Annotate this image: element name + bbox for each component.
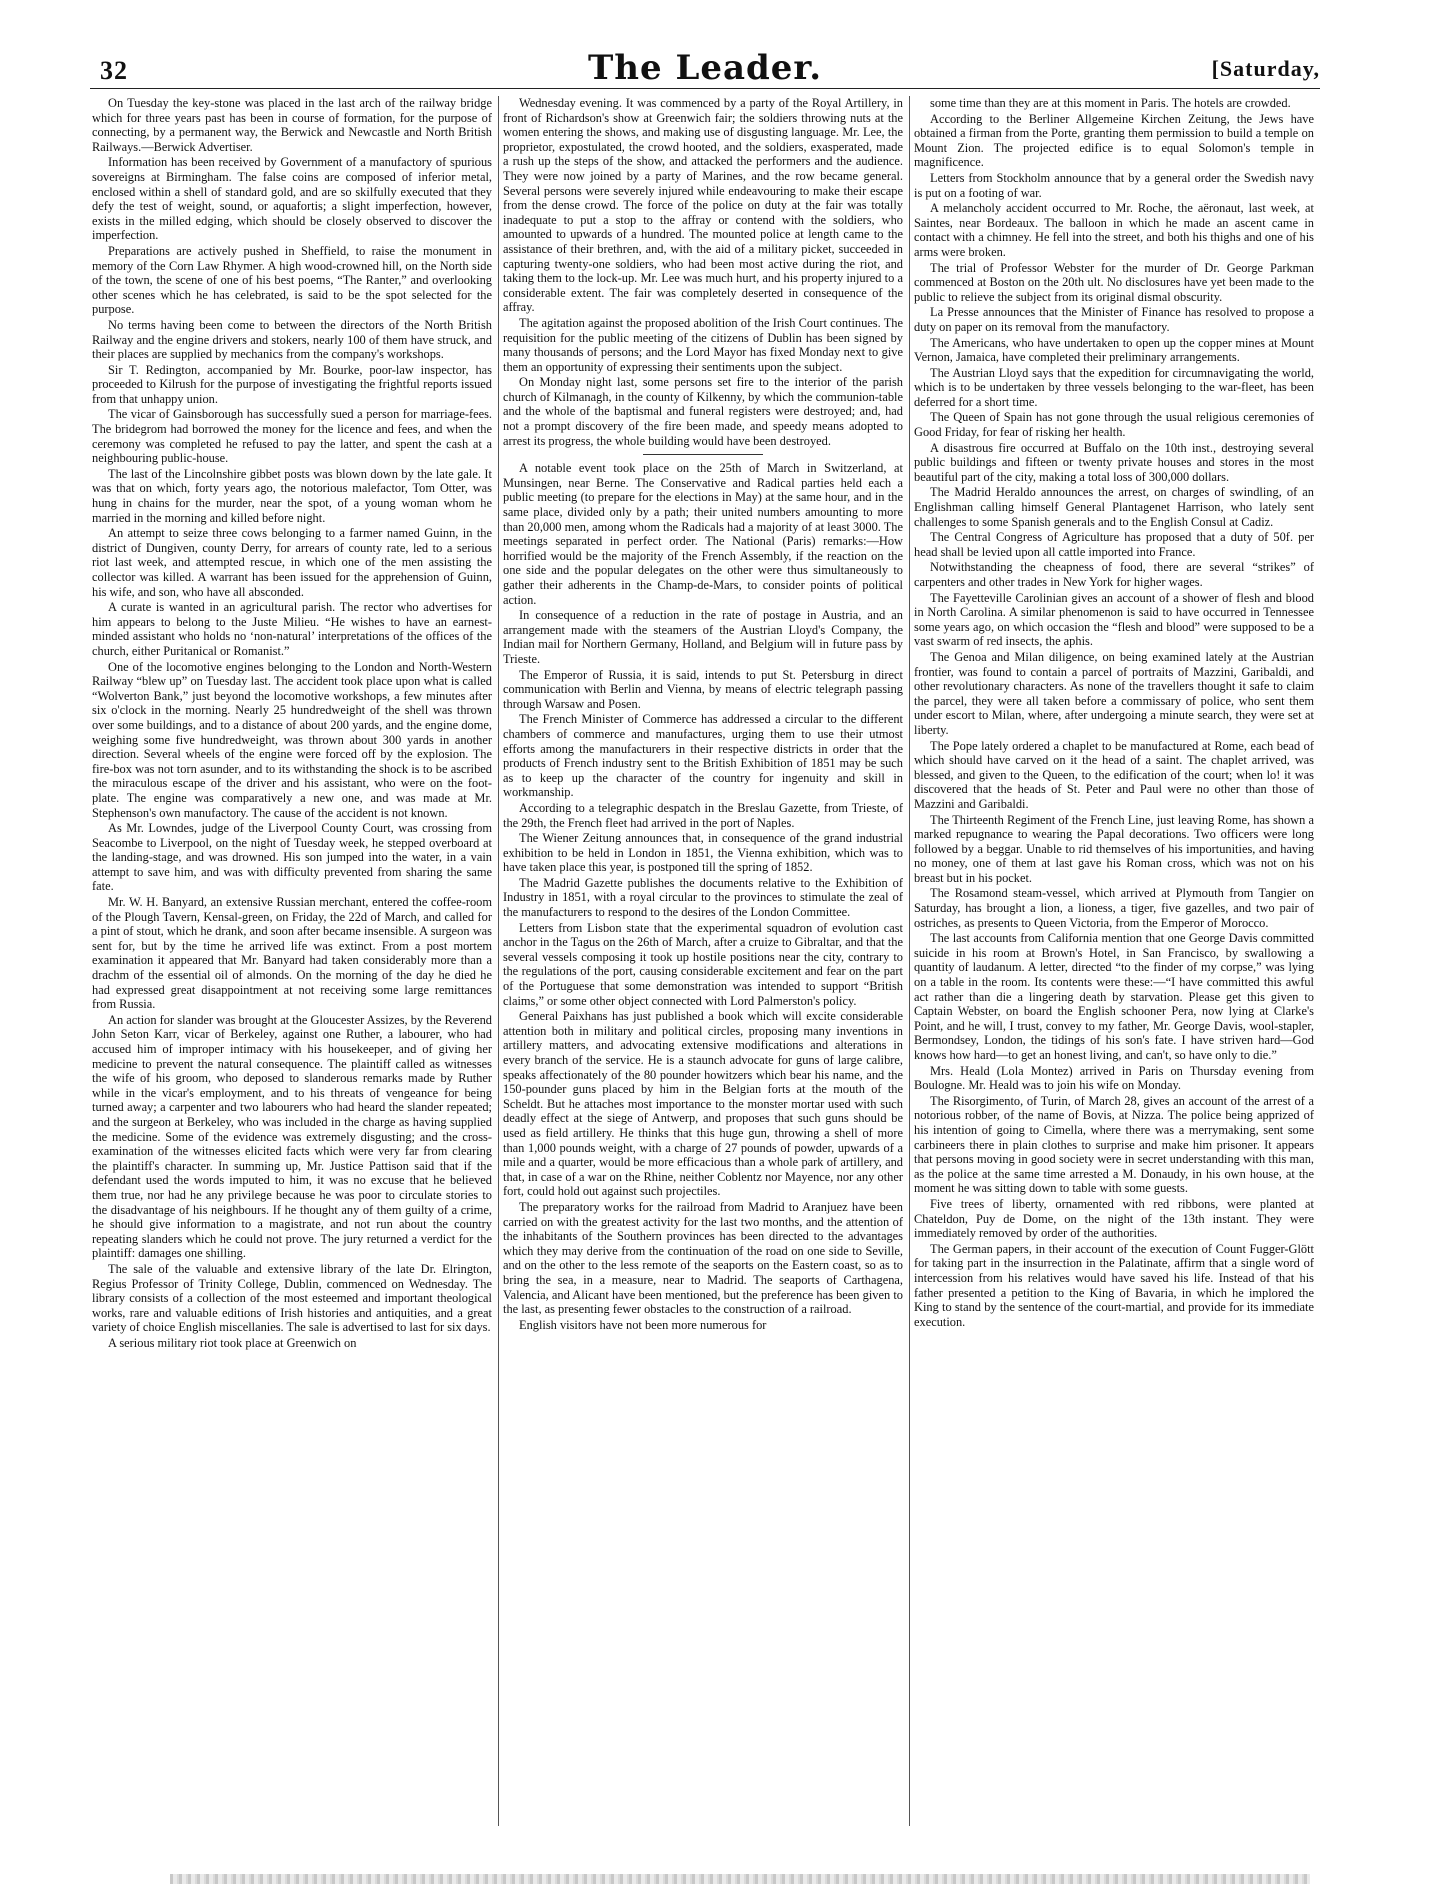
news-paragraph: No terms having been come to between the directors of the North British Railway and the engine drivers and stokers, nearly 100 of them have struck, and their places are supplied by mechanics from the company's workshops. (92, 317, 492, 362)
news-paragraph: The trial of Professor Webster for the murder of Dr. George Parkman commenced at Boston on the 20th ult. No disclosures have yet been made to the public to relieve the subject from its original dismal obscurity. (914, 260, 1314, 304)
column-3 (914, 96, 1314, 1831)
news-paragraph: some time than they are at this moment in Paris. The hotels are crowded. (930, 96, 1291, 110)
news-paragraph: The Rosamond steam-vessel, which arrived at Plymouth from Tangier on Saturday, has brought a lion, a lioness, a tiger, five gazelles, and two pair of ostriches, as presents to Queen Victoria, from the Emperor of Morocco. (914, 886, 1314, 930)
column-2 (503, 96, 903, 1831)
masthead-title: The Leader. (587, 48, 823, 88)
print-smudge (170, 1874, 1310, 1884)
news-paragraph: The Pope lately ordered a chaplet to be manufactured at Rome, each bead of which should have carved on it the head of a saint. The chaplet arrived, was blessed, and given to the Queen, to the edification of the court; when lo! it was discovered that the heads of St. Peter and Paul were no other than those of Mazzini and Garibaldi. (914, 738, 1314, 811)
news-paragraph: The Genoa and Milan diligence, on being examined lately at the Austrian frontier, was found to contain a parcel of portraits of Mazzini, Garibaldi, and other revolutionary characters. As none of the travellers thought it safe to claim the parcel, they were all taken before a commissary of police, who sent them under escort to Milan, where, after undergoing a minute search, they were set at liberty. (914, 649, 1314, 737)
news-paragraph: One of the locomotive engines belonging to the London and North-Western Railway “blew up” on Tuesday last. The accident took place upon what is called “Wolverton Bank,” just beyond the locomotive workshops, a few minutes after six o'clock in the morning. Nearly 25 hundredweight of the shell was thrown over some buildings, and to a distance of about 200 yards, and the engine dome, weighing some five hundredweight, was thrown about 300 yards in another direction. Several wheels of the engine were forced off by the explosion. The fire-box was not torn asunder, and to its withstanding the shock is to be ascribed the miraculous escape of the driver and his assistant, who were on the foot-plate. The engine was comparatively a new one, and was made at Mr. Stephenson's own manufactory. The cause of the accident is not known. (92, 659, 492, 820)
news-paragraph: An attempt to seize three cows belonging to a farmer named Guinn, in the district of Dungiven, county Derry, for arrears of county rate, led to a serious riot last week, and attempted rescue, in which one of the men assisting the collector was killed. A warrant has been issued for the apprehension of Guinn, his wife, and son, who have all absconded. (92, 526, 492, 599)
column-1 (92, 96, 492, 1831)
news-paragraph: English visitors have not been more numerous for (519, 1317, 767, 1332)
issue-day-label: [Saturday, (1211, 56, 1320, 81)
news-paragraph: Sir T. Redington, accompanied by Mr. Bourke, poor-law inspector, has proceeded to Kilrush for the purpose of investigating the frightful reports issued from that unhappy union. (92, 362, 492, 406)
header-rule (90, 88, 1320, 89)
news-paragraph: In consequence of a reduction in the rate of postage in Austria, and an arrangement made with the steamers of the Austrian Lloyd's Company, the Indian mail for Northern Germany, Holland, and Belgium will in future pass by Trieste. (503, 608, 903, 666)
news-paragraph: On Monday night last, some persons set fire to the interior of the parish church of Kilmanagh, in the county of Kilkenny, by which the communion-table and the whole of the baptismal and funeral registers were destroyed; and, had not a prompt discovery of the fire been made, and speedy means adopted to arrest its progress, the whole building would have been destroyed. (503, 375, 903, 448)
news-paragraph: General Paixhans has just published a book which will excite considerable attention both in military and political circles, proposing many inventions in artillery matters, and advocating extensive modifications and alterations in every branch of the service. He is a staunch advocate for guns of large calibre, speaks affectionately of the 80 pounder howitzers which bear his name, and the 150-pounder guns placed by him in the Belgian forts at the mouth of the Scheldt. But he attaches most importance to the monster mortar used with such deadly effect at the siege of Antwerp, and proposes that such guns should be used as field artillery. He thinks that this huge gun, throwing a shell of more than 1,000 pounds weight, with a charge of 27 pounds of powder, upwards of a mile and a quarter, would be more efficacious than a whole park of artillery, and that, in case of a war on the Rhine, neither Coblentz nor Mayence, nor any other fort, could hold out against such projectiles. (503, 1009, 903, 1199)
page-header (90, 48, 1320, 88)
column-divider (909, 96, 910, 1826)
news-paragraph: The vicar of Gainsborough has successfully sued a person for marriage-fees. The bridegrom had borrowed the money for the licence and fees, and when the ceremony was completed he refused to pay the latter, and spent the cash at a neighbouring public-house. (92, 407, 492, 466)
news-paragraph: Five trees of liberty, ornamented with red ribbons, were planted at Chateldon, Puy de Dome, on the night of the 13th instant. They were immediately removed by order of the authorities. (914, 1196, 1314, 1241)
news-paragraph: The preparatory works for the railroad from Madrid to Aranjuez have been carried on with the greatest activity for the last two months, and the attention of the inhabitants of the Southern provinces has been directed to the advantages which they may derive from the continuation of the road on one side to Seville, and on the other to the less remote of the seaports on the Eastern coast, so as to bring the sea, in a measure, near to Madrid. The seaports of Carthagena, Valencia, and Alicant have been mentioned, but the preference has been given to the last, as presenting fewer obstacles to the construction of a railroad. (503, 1199, 903, 1317)
news-paragraph: The Queen of Spain has not gone through the usual religious ceremonies of Good Friday, for fear of risking her health. (914, 410, 1314, 440)
news-paragraph: According to a telegraphic despatch in the Breslau Gazette, from Trieste, of the 29th, the French fleet had arrived in the port of Naples. (503, 800, 903, 830)
news-paragraph: The Wiener Zeitung announces that, in consequence of the grand industrial exhibition to be held in London in 1851, the Vienna exhibition, which was to have taken place this year, is postponed till the spring of 1852. (503, 831, 903, 875)
news-paragraph: According to the Berliner Allgemeine Kirchen Zeitung, the Jews have obtained a firman from the Porte, granting them permission to build a temple on Mount Zion. The projected edifice is to equal Solomon's temple in magnificence. (914, 111, 1314, 170)
news-paragraph: Letters from Lisbon state that the experimental squadron of evolution cast anchor in the Tagus on the 26th of March, after a cruize to Gibraltar, and that the several vessels composing it took up hostile positions near the city, contrary to the regulations of the port, causing considerable excitement and fear on the part of the Portuguese that some demonstration was intended to support “British claims,” or some other object connected with Lord Palmerston's policy. (503, 920, 903, 1008)
news-paragraph: The Fayetteville Carolinian gives an account of a shower of flesh and blood in North Carolina. A similar phenomenon is said to have occurred in Tennessee some years ago, on which occasion the “flesh and blood” were supposed to be a vast swarm of red insects, the aphis. (914, 590, 1314, 649)
news-paragraph: Wednesday evening. It was commenced by a party of the Royal Artillery, in front of Richardson's show at Greenwich fair; the soldiers throwing nuts at the women entering the shows, and making use of disgusting language. Mr. Lee, the proprietor, expostulated, the crowd hooted, and the soldiers, exasperated, made a rush up the steps of the show, and attacked the performers and the audience. They were now joined by a party of Marines, and the row became general. Several persons were severely injured while endeavouring to make their escape from the dense crowd. The force of the police on duty at the fair was totally inadequate to put a stop to the affray or contend with the soldiers, who amounted to upwards of a hundred. The mounted police at length came to the assistance of their brethren, and, with the aid of a military picket, succeeded in capturing twenty-one soldiers, who had been most active during the riot, and taking them to the lock-up. Mr. Lee was much hurt, and his property injured to a considerable extent. The fair was completely deserted in consequence of the affray. (503, 96, 903, 315)
news-paragraph: The Madrid Heraldo announces the arrest, on charges of swindling, of an Englishman calling himself General Plantagenet Harrison, who lately sent challenges to some Spanish generals and to the English Consul at Cadiz. (914, 485, 1314, 529)
news-paragraph: La Presse announces that the Minister of Finance has resolved to propose a duty on paper on its removal from the manufactory. (914, 305, 1314, 334)
news-paragraph: The last of the Lincolnshire gibbet posts was blown down by the late gale. It was that on which, forty years ago, the notorious malefactor, Tom Otter, was hung in chains for the murder, near the spot, of a young woman whom he married in the morning and killed before night. (92, 466, 492, 525)
news-paragraph: As Mr. Lowndes, judge of the Liverpool County Court, was crossing from Seacombe to Liverpool, on the night of Tuesday week, he stepped overboard at the landing-stage, and was drowned. His son jumped into the water, in a vain attempt to save him, and was with difficulty prevented from sharing the same fate. (92, 821, 492, 894)
news-paragraph: The Central Congress of Agriculture has proposed that a duty of 50f. per head shall be levied upon all cattle imported into France. (914, 530, 1314, 559)
news-paragraph: The Thirteenth Regiment of the French Line, just leaving Rome, has shown a marked repugnance to wearing the Papal decorations. Two officers were long followed by a beggar. Unable to rid themselves of his importunities, and having no money, one of them at last gave his Roman cross, which was not on his breast but in his pocket. (914, 812, 1314, 885)
news-paragraph: Mrs. Heald (Lola Montez) arrived in Paris on Thursday evening from Boulogne. Mr. Heald was to join his wife on Monday. (914, 1063, 1314, 1093)
news-paragraph: An action for slander was brought at the Gloucester Assizes, by the Reverend John Seton Karr, vicar of Berkeley, against one Ruther, a labourer, who had accused him of improper intimacy with his housekeeper, and of giving her medicine to prevent the natural consequence. The plaintiff called as witnesses the wife of his groom, who deposed to slanderous remarks made by Ruther while in the vicar's employment, and to his threats of vengeance for being turned away; a carpenter and two labourers who had heard the slander repeated; and the surgeon at Berkeley, who was included in the charge as having supplied the medicine. Some of the evidence was extremely disgusting; and the cross-examination of the witnesses elicited facts which were very far from clearing the plaintiff's character. In summing up, Mr. Justice Pattison said that if the defendant used the words imputed to him, it was no excuse that he believed them true, nor had he any privilege because he was poor to circulate stories to the disadvantage of his neighbours. If he thought any of them guilty of a crime, he should give information to a magistrate, and not run about the country repeating slanders which he could not prove. The jury returned a verdict for the plaintiff: damages one shilling. (92, 1012, 492, 1261)
news-paragraph: Mr. W. H. Banyard, an extensive Russian merchant, entered the coffee-room of the Plough Tavern, Kensal-green, on Friday, the 22d of March, and called for a pint of stout, which he drank, and soon after became insensible. A surgeon was sent for, but by the time he arrived life was extinct. From a post mortem examination it appeared that Mr. Banyard had taken considerably more than a drachm of the essential oil of almonds. On the morning of the day he died he had expressed great disappointment at not receiving some large remittances from Russia. (92, 895, 492, 1012)
news-paragraph: Preparations are actively pushed in Sheffield, to raise the monument in memory of the Corn Law Rhymer. A high wood-crowned hill, on the North side of the town, the scene of one of his best poems, “The Ranter,” and overlooking other scenes which he has celebrated, is said to be the spot selected for the purpose. (92, 243, 492, 317)
news-paragraph: The French Minister of Commerce has addressed a circular to the different chambers of commerce and manufactures, urging them to use their utmost efforts among the manufacturers in their respective districts in order that the products of French industry sent to the British Exhibition of 1851 may be such as to keep up the character of the country for ingenuity and skill in workmanship. (503, 712, 903, 800)
news-paragraph: Notwithstanding the cheapness of food, there are several “strikes” of carpenters and other trades in New York for higher wages. (914, 560, 1314, 589)
news-paragraph: Letters from Stockholm announce that by a general order the Swedish navy is put on a footing of war. (914, 170, 1314, 200)
news-paragraph: A disastrous fire occurred at Buffalo on the 10th inst., destroying several public buildings and fifteen or twenty private houses and stores in the most beautiful part of the city, making a total loss of 300,000 dollars. (914, 440, 1314, 484)
news-paragraph: Information has been received by Government of a manufactory of spurious sovereigns at Birmingham. The false coins are composed of inferior metal, enclosed within a shell of standard gold, and are so skilfully executed that they defy the test of weight, sound, or aquafortis; a slight imperfection, however, exists in the milled edging, which should be closely observed to discover the imperfection. (92, 155, 492, 243)
news-paragraph: The German papers, in their account of the execution of Count Fugger-Glött for taking part in the insurrection in the Palatinate, affirm that a single word of intercession from his relatives would have saved his life. Instead of that his father presented a petition to the King of Bavaria, in which he implored the King to stand by the sentence of the court-martial, and provide for its immediate execution. (914, 1241, 1314, 1329)
column-divider (498, 96, 499, 1826)
news-paragraph: On Tuesday the key-stone was placed in the last arch of the railway bridge which for three years past has been in course of formation, for the purpose of connecting, by a permanent way, the Berwick and Newcastle and North British Railways.—Berwick Advertiser. (92, 96, 492, 154)
news-paragraph: The Madrid Gazette publishes the documents relative to the Exhibition of Industry in 1851, with a royal circular to the provinces to stimulate the zeal of the manufacturers to respond to the desires of the London Committee. (503, 875, 903, 920)
news-paragraph: The agitation against the proposed abolition of the Irish Court continues. The requisition for the public meeting of the citizens of Dublin has been signed by many thousands of persons; and the Lord Mayor has fixed Monday next to give them an opportunity of expressing their sentiments upon the subject. (503, 315, 903, 374)
news-paragraph: The Emperor of Russia, it is said, intends to put St. Petersburg in direct communication with Berlin and Vienna, by means of electric telegraph passing through Warsaw and Posen. (503, 667, 903, 711)
section-rule (643, 454, 763, 455)
news-paragraph: The last accounts from California mention that one George Davis committed suicide in his room at Brown's Hotel, in San Francisco, by swallowing a quantity of laudanum. A letter, directed “to the finder of my corpse,” was lying on a table in the room. Its contents were these:—“I have committed this awful act rather than die a lingering death by starvation. Please get this given to Captain Webster, on board the English schooner Pera, now lying at Clarke's Point, and he will, I trust, convey to my father, Mr. George Davis, wool-stapler, Bermondsey, London, the tidings of his son's fate. I have striven hard—God knows how hard—to get an honest living, and can't, so have only to die.” (914, 931, 1314, 1062)
news-paragraph: The Austrian Lloyd says that the expedition for circumnavigating the world, which is to be undertaken by three vessels belonging to the war-fleet, has been deferred for a short time. (914, 365, 1314, 409)
news-paragraph: The sale of the valuable and extensive library of the late Dr. Elrington, Regius Professor of Trinity College, Dublin, commenced on Wednesday. The library consists of a collection of the most esteemed and important theological works, rare and valuable editions of Irish histories and antiquities, and a great variety of choice English miscellanies. The sale is advertised to last for six days. (92, 1261, 492, 1335)
news-paragraph: The Americans, who have undertaken to open up the copper mines at Mount Vernon, Jamaica, have completed their preliminary arrangements. (914, 335, 1314, 365)
page-number: 32 (100, 56, 128, 85)
news-paragraph: A curate is wanted in an agricultural parish. The rector who advertises for him appears to belong to the Juste Milieu. “He wishes to have an earnest-minded assistant who holds no ‘non-natural’ interpretations of the offices of the church, either Puritanical or Romanist.” (92, 600, 492, 658)
news-paragraph: The Risorgimento, of Turin, of March 28, gives an account of the arrest of a notorious robber, of the name of Bovis, at Nizza. The police being apprized of his intention of going to Cimella, where there was a merrymaking, sent some carbineers there in plain clothes to surprise and make him prisoner. It appears that persons moving in good society were in secret understanding with this man, as the police at the same time arrested a M. Donaudy, in his own house, at the moment he was sitting down to table with some guests. (914, 1093, 1314, 1196)
news-paragraph: A serious military riot took place at Greenwich on (108, 1335, 357, 1350)
news-paragraph: A melancholy accident occurred to Mr. Roche, the aëronaut, last week, at Saintes, near Bordeaux. The balloon in which he made an ascent came in contact with a chimney. He fell into the street, and both his thighs and one of his arms were broken. (914, 201, 1314, 259)
news-paragraph: A notable event took place on the 25th of March in Switzerland, at Munsingen, near Berne. The Conservative and Radical parties held each a public meeting (to prepare for the elections in May) at the same hour, and in the same place, divided only by a path; their united numbers amounting to more than 20,000 men, among whom the Radicals had a majority of at least 3000. The meetings separated in perfect order. The National (Paris) remarks:—How horrified would be the majority of the French Assembly, if the reaction on the one side and the popular delegates on the other were thus simultaneously to gather their adherents in the Champ-de-Mars, to consider points of political action. (503, 461, 903, 607)
